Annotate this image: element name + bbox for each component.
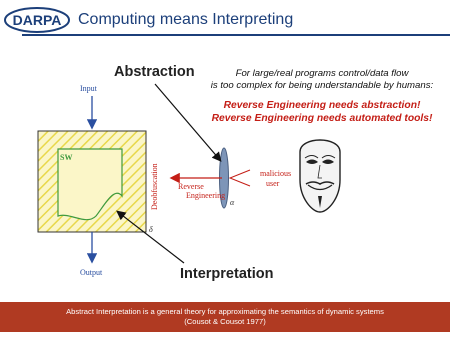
interpretation-heading: Interpretation (180, 266, 274, 282)
footer-line-1: Abstract Interpretation is a general theory for approximating the semantics of dynamic systems (66, 307, 384, 316)
delta-label: δ (149, 225, 153, 234)
abstraction-heading: Abstraction (114, 64, 195, 80)
description-line-3: Reverse Engineering needs abstraction! (223, 100, 421, 111)
description-line-2: is too complex for being understandable by humans: (210, 80, 434, 91)
alpha-label: α (230, 198, 235, 207)
abstraction-pointer (155, 84, 220, 160)
input-label: Input (80, 84, 97, 93)
page-title: Computing means Interpreting (78, 11, 294, 28)
malicious-label: malicious (260, 169, 292, 178)
footer-line-2: (Cousot & Cousot 1977) (184, 317, 266, 326)
footer-banner (0, 302, 450, 332)
deobfuscation-label: Deobfuscation (150, 163, 159, 210)
reverse-label: Reverse (178, 182, 204, 191)
svg-text:DARPA: DARPA (12, 12, 62, 28)
mask-icon (300, 140, 340, 212)
interpretation-pointer (118, 212, 184, 263)
description-line-1: For large/real programs control/data flow (235, 68, 409, 79)
user-label: user (266, 179, 280, 188)
output-label: Output (80, 268, 103, 277)
sw-label: SW (60, 153, 73, 162)
view-cone (230, 170, 250, 186)
engineering-label: Engineering (186, 191, 226, 200)
description-line-4: Reverse Engineering needs automated tools! (211, 113, 433, 124)
